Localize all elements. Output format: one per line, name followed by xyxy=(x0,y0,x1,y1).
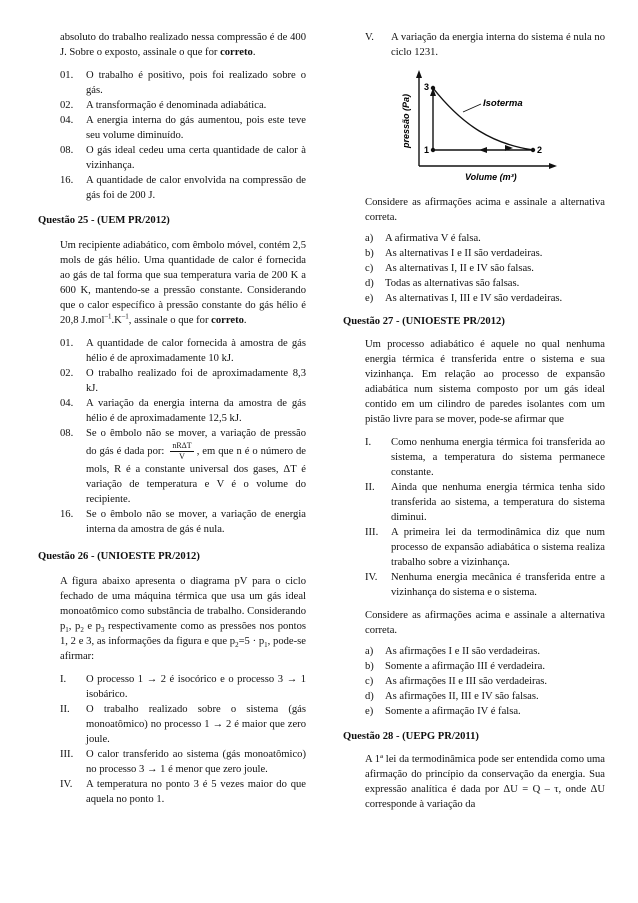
q25-options xyxy=(38,336,306,537)
q24-option: 08. O gás ideal cedeu uma certa quantidade de calor à vizinhança. xyxy=(60,145,306,171)
q26-alternative: c) As alternativas I, II e IV são falsas. xyxy=(365,263,534,274)
q26-statement: IV. A temperatura no ponto 3 é 5 vezes maior do que aquela no ponto 1. xyxy=(60,779,306,805)
pv-diagram xyxy=(393,66,563,184)
q25-option: 01. A quantidade de calor fornecida à amostra de gás hélio é de aproximadamente 10 kJ. xyxy=(60,338,306,364)
arrow-3-1 xyxy=(479,147,487,153)
q28-stem: A 1ª lei da termodinâmica pode ser entendida como uma afirmação do princípio da conservação da energia. Sua expressão analítica é dada por ΔU = Q – τ, onde ΔU corresponde à variação da xyxy=(365,754,605,810)
left-column xyxy=(38,30,306,807)
right-column xyxy=(343,30,605,812)
q25-option: 16. Se o êmbolo não se mover, a variação de energia interna da amostra de gás é nula. xyxy=(60,509,306,535)
q27-alternative: e) Somente a afirmação IV é falsa. xyxy=(365,706,521,717)
pressure-formula: $\frac{\text{nRΔT}}{V}$ xyxy=(172,441,192,461)
point-3 xyxy=(531,148,535,152)
q25-option: 08. Se o êmbolo não se mover, a variação de pressão do gás é dada por: $\frac{\text{nRΔT}}{V}$ , em que n é o número de mols, R é a constante universal dos gases, ΔT é variação de temperatura e V é o volume do recipiente. xyxy=(60,428,306,505)
q24-options xyxy=(38,68,306,203)
q24-option: 16. A quantidade de calor envolvida na compressão de gás foi de 200 J. xyxy=(60,175,306,201)
q27-stem: Um processo adiabático é aquele no qual nenhuma energia térmica é transferida entre o sistema e sua vizinhança. Em relação ao processo de expansão adiabática num sistema composto por um gás ideal contido em um cilindro de paredes isolantes com um pistão livre para se mover, pode-se afirmar que xyxy=(365,339,605,425)
x-axis-arrow xyxy=(549,163,557,169)
q24-option: 01. O trabalho é positivo, pois foi realizado sobre o gás. xyxy=(60,70,306,96)
q27-alternative: b) Somente a afirmação III é verdadeira. xyxy=(365,661,545,672)
q26-statement: II. O trabalho realizado sobre o sistema (gás monoatômico) no processo 1 → 2 é maior que zero joule. xyxy=(60,704,306,745)
q27-statement: II. Ainda que nenhuma energia térmica tenha sido transferida ao sistema, a temperatura do sistema diminui. xyxy=(365,482,605,523)
q26-alternative: e) As alternativas I, III e IV são verdadeiras. xyxy=(365,293,563,304)
q26-prompt: Considere as afirmações acima e assinale a alternativa correta. xyxy=(365,197,605,223)
point-label-1: 1 xyxy=(424,145,430,155)
q27-statement: III. A primeira lei da termodinâmica diz que num processo de expansão adiabática o sistema realiza trabalho sobre a vizinhança. xyxy=(365,527,605,568)
q26-alternative: d) Todas as alternativas são falsas. xyxy=(365,278,520,289)
q26-statements-cont xyxy=(343,30,605,60)
q26-statements xyxy=(38,672,306,807)
q27-alternative: a) As afirmações I e II são verdadeiras. xyxy=(365,646,541,657)
q26-statement: V. A variação da energia interna do sistema é nula no ciclo 1231. xyxy=(365,32,605,58)
q26-statement: I. O processo 1 → 2 é isocórico e o processo 3 → 1 isobárico. xyxy=(60,674,306,700)
q27-statement: I. Como nenhuma energia térmica foi transferida ao sistema, a temperatura do sistema permanece constante. xyxy=(365,437,605,478)
isotherm-label: Isoterma xyxy=(483,98,523,109)
x-axis-label: Volume (m³) xyxy=(465,172,517,182)
q26-stem: A figura abaixo apresenta o diagrama pV para o ciclo fechado de uma máquina térmica que usa um gás ideal monoatômico como substância de trabalho. Considerando $p_1$, $p_2$ e $p_3$ respectivamente como as pressões nos pontos 1, 2 e 3, as informações da figura e que $p_2=5 \cdot p_1$, pode-se afirmar: xyxy=(60,576,306,662)
q26-statement: III. O calor transferido ao sistema (gás monoatômico) no processo 3 → 1 é menor que zero joule. xyxy=(60,749,306,775)
q24-option: 02. A transformação é denominada adiabática. xyxy=(60,100,267,111)
isotherm-pointer xyxy=(463,104,481,112)
q26-alternative: b) As alternativas I e II são verdadeiras. xyxy=(365,248,543,259)
y-axis-label: pressão (Pa) xyxy=(401,93,411,148)
q27-statement: IV. Nenhuma energia mecânica é transferida entre a vizinhança do sistema e o sistema. xyxy=(365,572,605,598)
point-2 xyxy=(431,86,435,90)
q26-title: Questão 26 - (UNIOESTE PR/2012) xyxy=(38,551,200,562)
point-1 xyxy=(431,148,435,152)
q27-statements xyxy=(343,435,605,600)
q27-title: Questão 27 - (UNIOESTE PR/2012) xyxy=(343,316,505,327)
point-label-3: 2 xyxy=(537,145,543,155)
point-label-2: 3 xyxy=(424,82,430,92)
q24-stem-tail: absoluto do trabalho realizado nessa compressão é de 400 J. Sobre o exposto, assinale o que for correto. xyxy=(60,32,306,58)
q25-option: 02. O trabalho realizado foi de aproximadamente 8,3 kJ. xyxy=(60,368,306,394)
q25-option: 04. A variação da energia interna da amostra de gás hélio é de aproximadamente 12,5 kJ. xyxy=(60,398,306,424)
q27-alternative: d) As afirmações II, III e IV são falsas. xyxy=(365,691,539,702)
q27-alternative: c) As afirmações II e III são verdadeiras. xyxy=(365,676,548,687)
q27-prompt: Considere as afirmações acima e assinale a alternativa correta. xyxy=(365,610,605,636)
q26-alternative: a) A afirmativa V é falsa. xyxy=(365,233,481,244)
q25-stem: Um recipiente adiabático, com êmbolo móvel, contém 2,5 mols de gás hélio. Uma quantidade de calor é fornecida ao gás de tal forma que sua temperatura varia de 200 K a 600 K, mantendo-se a pressão constante. Considerando que o calor específico à pressão constante do gás hélio é 20,8 $J.mol^{-1}.K^{-1}$, assinale o que for correto. xyxy=(60,240,306,326)
q25-title: Questão 25 - (UEM PR/2012) xyxy=(38,215,170,226)
q26-alternatives xyxy=(343,231,605,306)
q27-alternatives xyxy=(343,644,605,719)
y-axis-arrow xyxy=(416,70,422,78)
q24-option: 04. A energia interna do gás aumentou, pois este teve seu volume diminuído. xyxy=(60,115,306,141)
q28-title: Questão 28 - (UEPG PR/2011) xyxy=(343,731,479,742)
